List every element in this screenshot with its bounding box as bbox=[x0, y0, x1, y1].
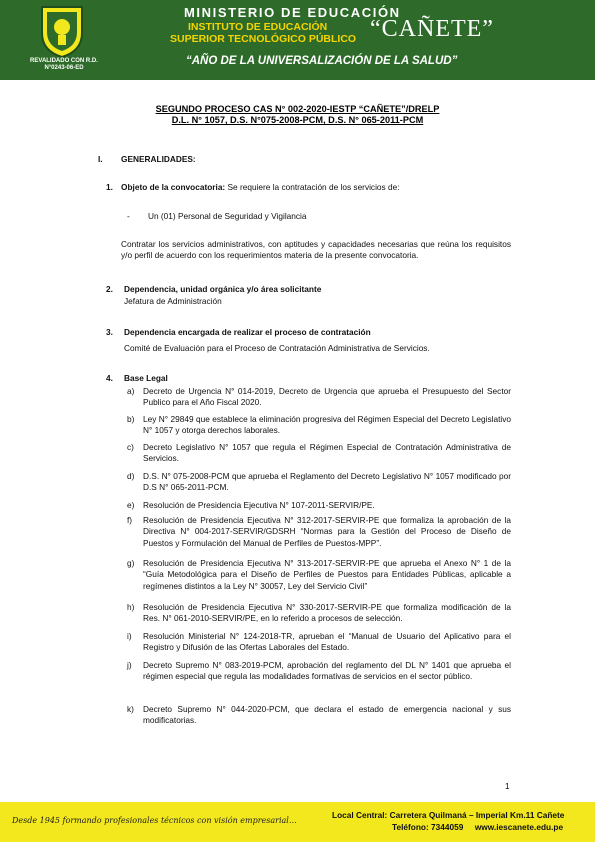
item-title: Dependencia, unidad orgánica y/o área solicitante bbox=[124, 284, 322, 294]
legal-item-label: d) bbox=[127, 471, 135, 481]
legal-item-label: f) bbox=[127, 515, 133, 525]
item-title: Base Legal bbox=[124, 373, 168, 383]
legal-item-label: i) bbox=[127, 631, 132, 641]
year-motto: “AÑO DE LA UNIVERSALIZACIÓN DE LA SALUD” bbox=[186, 55, 458, 67]
legal-item-text: Resolución de Presidencia Ejecutiva N° 313-2017-SERVIR-PE que aprueba el Anexo N° 1 de la “Guía Metodológica para el Diseño de Perfiles de Puestos para Entidades Públicas, aplicable a regímenes distintos a la Ley N° 30057, Ley del Servicio Civil” bbox=[143, 558, 511, 591]
legal-item-text: Ley N° 29849 que establece la eliminación progresiva del Régimen Especial del Decreto Legislativo N° 1057 y otorga derechos laborales. bbox=[143, 414, 511, 436]
item-title: Objeto de la convocatoria: bbox=[121, 182, 226, 192]
legal-item-label: e) bbox=[127, 500, 135, 510]
document-title-line2: D.L. N° 1057, D.S. N°075-2008-PCM, D.S. N° 065-2011-PCM bbox=[171, 115, 424, 125]
item-text: Comité de Evaluación para el Proceso de Contratación Administrativa de Servicios. bbox=[124, 343, 430, 353]
item-number: 1. bbox=[106, 182, 113, 192]
legal-item-label: j) bbox=[127, 660, 132, 670]
legal-item-text: Decreto Supremo N° 044-2020-PCM, que declara el estado de emergencia nacional y sus modificatorias. bbox=[143, 704, 511, 726]
logo-caption: REVALIDADO CON R.D. N°0243-06-ED bbox=[30, 58, 98, 71]
institute-name-line1: INSTITUTO DE EDUCACIÓN bbox=[188, 21, 328, 33]
legal-item-text: Resolución Ministerial N° 124-2018-TR, aprueban el “Manual de Usuario del Aplicativo para el Registro y Difusión de las Ofertas Laborales del Estado. bbox=[143, 631, 511, 653]
item-title: Dependencia encargada de realizar el proceso de contratación bbox=[124, 327, 371, 337]
objective-paragraph: Contratar los servicios administrativos, con aptitudes y capacidades necesarias que reúna los requisitos y/o perfil de acuerdo con los requerimientos materia de la presente convocatoria. bbox=[121, 239, 511, 261]
legal-item-text: Resolución de Presidencia Ejecutiva N° 312-2017-SERVIR-PE que formaliza la aprobación de la Directiva N° 004-2017-SERVIR/GDSRH “Normas para la Gestión del Proceso de Diseño de Puestos y Formulación del Manual de Perfiles de Puestos-MPP”. bbox=[143, 515, 511, 548]
legal-item-label: a) bbox=[127, 386, 135, 396]
item-text: Jefatura de Administración bbox=[124, 296, 222, 306]
legal-item-label: b) bbox=[127, 414, 135, 424]
page-header bbox=[0, 0, 595, 80]
legal-item-text: Resolución de Presidencia Ejecutiva N° 330-2017-SERVIR-PE que formaliza modificación de la Res. N° 061-2010-SERVIR/PE, en lo referido a procesos de selección. bbox=[143, 602, 511, 624]
footer-address: Local Central: Carretera Quilmaná – Imperial Km.11 Cañete bbox=[332, 810, 565, 820]
legal-item-label: c) bbox=[127, 442, 134, 452]
item-number: 2. bbox=[106, 284, 113, 294]
legal-item-text: Decreto Supremo N° 083-2019-PCM, aprobación del reglamento del DL N° 1401 que aprueba el régimen especial que regula las modalidades formativas de servicios en el sector público. bbox=[143, 660, 511, 682]
section-number: I. bbox=[98, 154, 103, 164]
institute-name-line2: SUPERIOR TECNOLÓGICO PÚBLICO bbox=[170, 33, 357, 45]
legal-item-label: k) bbox=[127, 704, 134, 714]
page-footer bbox=[0, 802, 595, 842]
footer-slogan: Desde 1945 formando profesionales técnicos con visión empresarial… bbox=[12, 816, 297, 825]
footer-contact: Teléfono: 7344059 www.iescanete.edu.pe bbox=[392, 822, 564, 832]
section-title: GENERALIDADES: bbox=[121, 154, 196, 164]
item-heading bbox=[121, 182, 511, 193]
page-number: 1 bbox=[505, 782, 510, 791]
legal-item-text: Decreto de Urgencia N° 014-2019, Decreto de Urgencia que aprueba el Presupuesto del Sector Publico para el Año Fiscal 2020. bbox=[143, 386, 511, 408]
legal-item-label: h) bbox=[127, 602, 135, 612]
position-title: Un (01) Personal de Seguridad y Vigilancia bbox=[148, 211, 307, 221]
institute-short-name: “CAÑETE” bbox=[370, 16, 494, 42]
legal-item-text: Resolución de Presidencia Ejecutiva N° 107-2011-SERVIR/PE. bbox=[143, 500, 375, 510]
ministry-name: MINISTERIO DE EDUCACIÓN bbox=[184, 5, 401, 20]
item-number: 4. bbox=[106, 373, 113, 383]
legal-item-label: g) bbox=[127, 558, 135, 568]
item-text: Se requiere la contratación de los servicios de: bbox=[225, 182, 400, 192]
bullet-dash: - bbox=[127, 211, 130, 221]
legal-item-text: D.S. N° 075-2008-PCM que aprueba el Reglamento del Decreto Legislativo N° 1057 modificado por D.S N° 065-2011-PCM. bbox=[143, 471, 511, 493]
legal-item-text: Decreto Legislativo N° 1057 que regula el Régimen Especial de Contratación Administrativa de Servicios. bbox=[143, 442, 511, 464]
item-number: 3. bbox=[106, 327, 113, 337]
document-title-line1: SEGUNDO PROCESO CAS N° 002-2020-IESTP “CAÑETE”/DRELP bbox=[155, 104, 440, 114]
institute-logo-icon bbox=[34, 3, 90, 59]
